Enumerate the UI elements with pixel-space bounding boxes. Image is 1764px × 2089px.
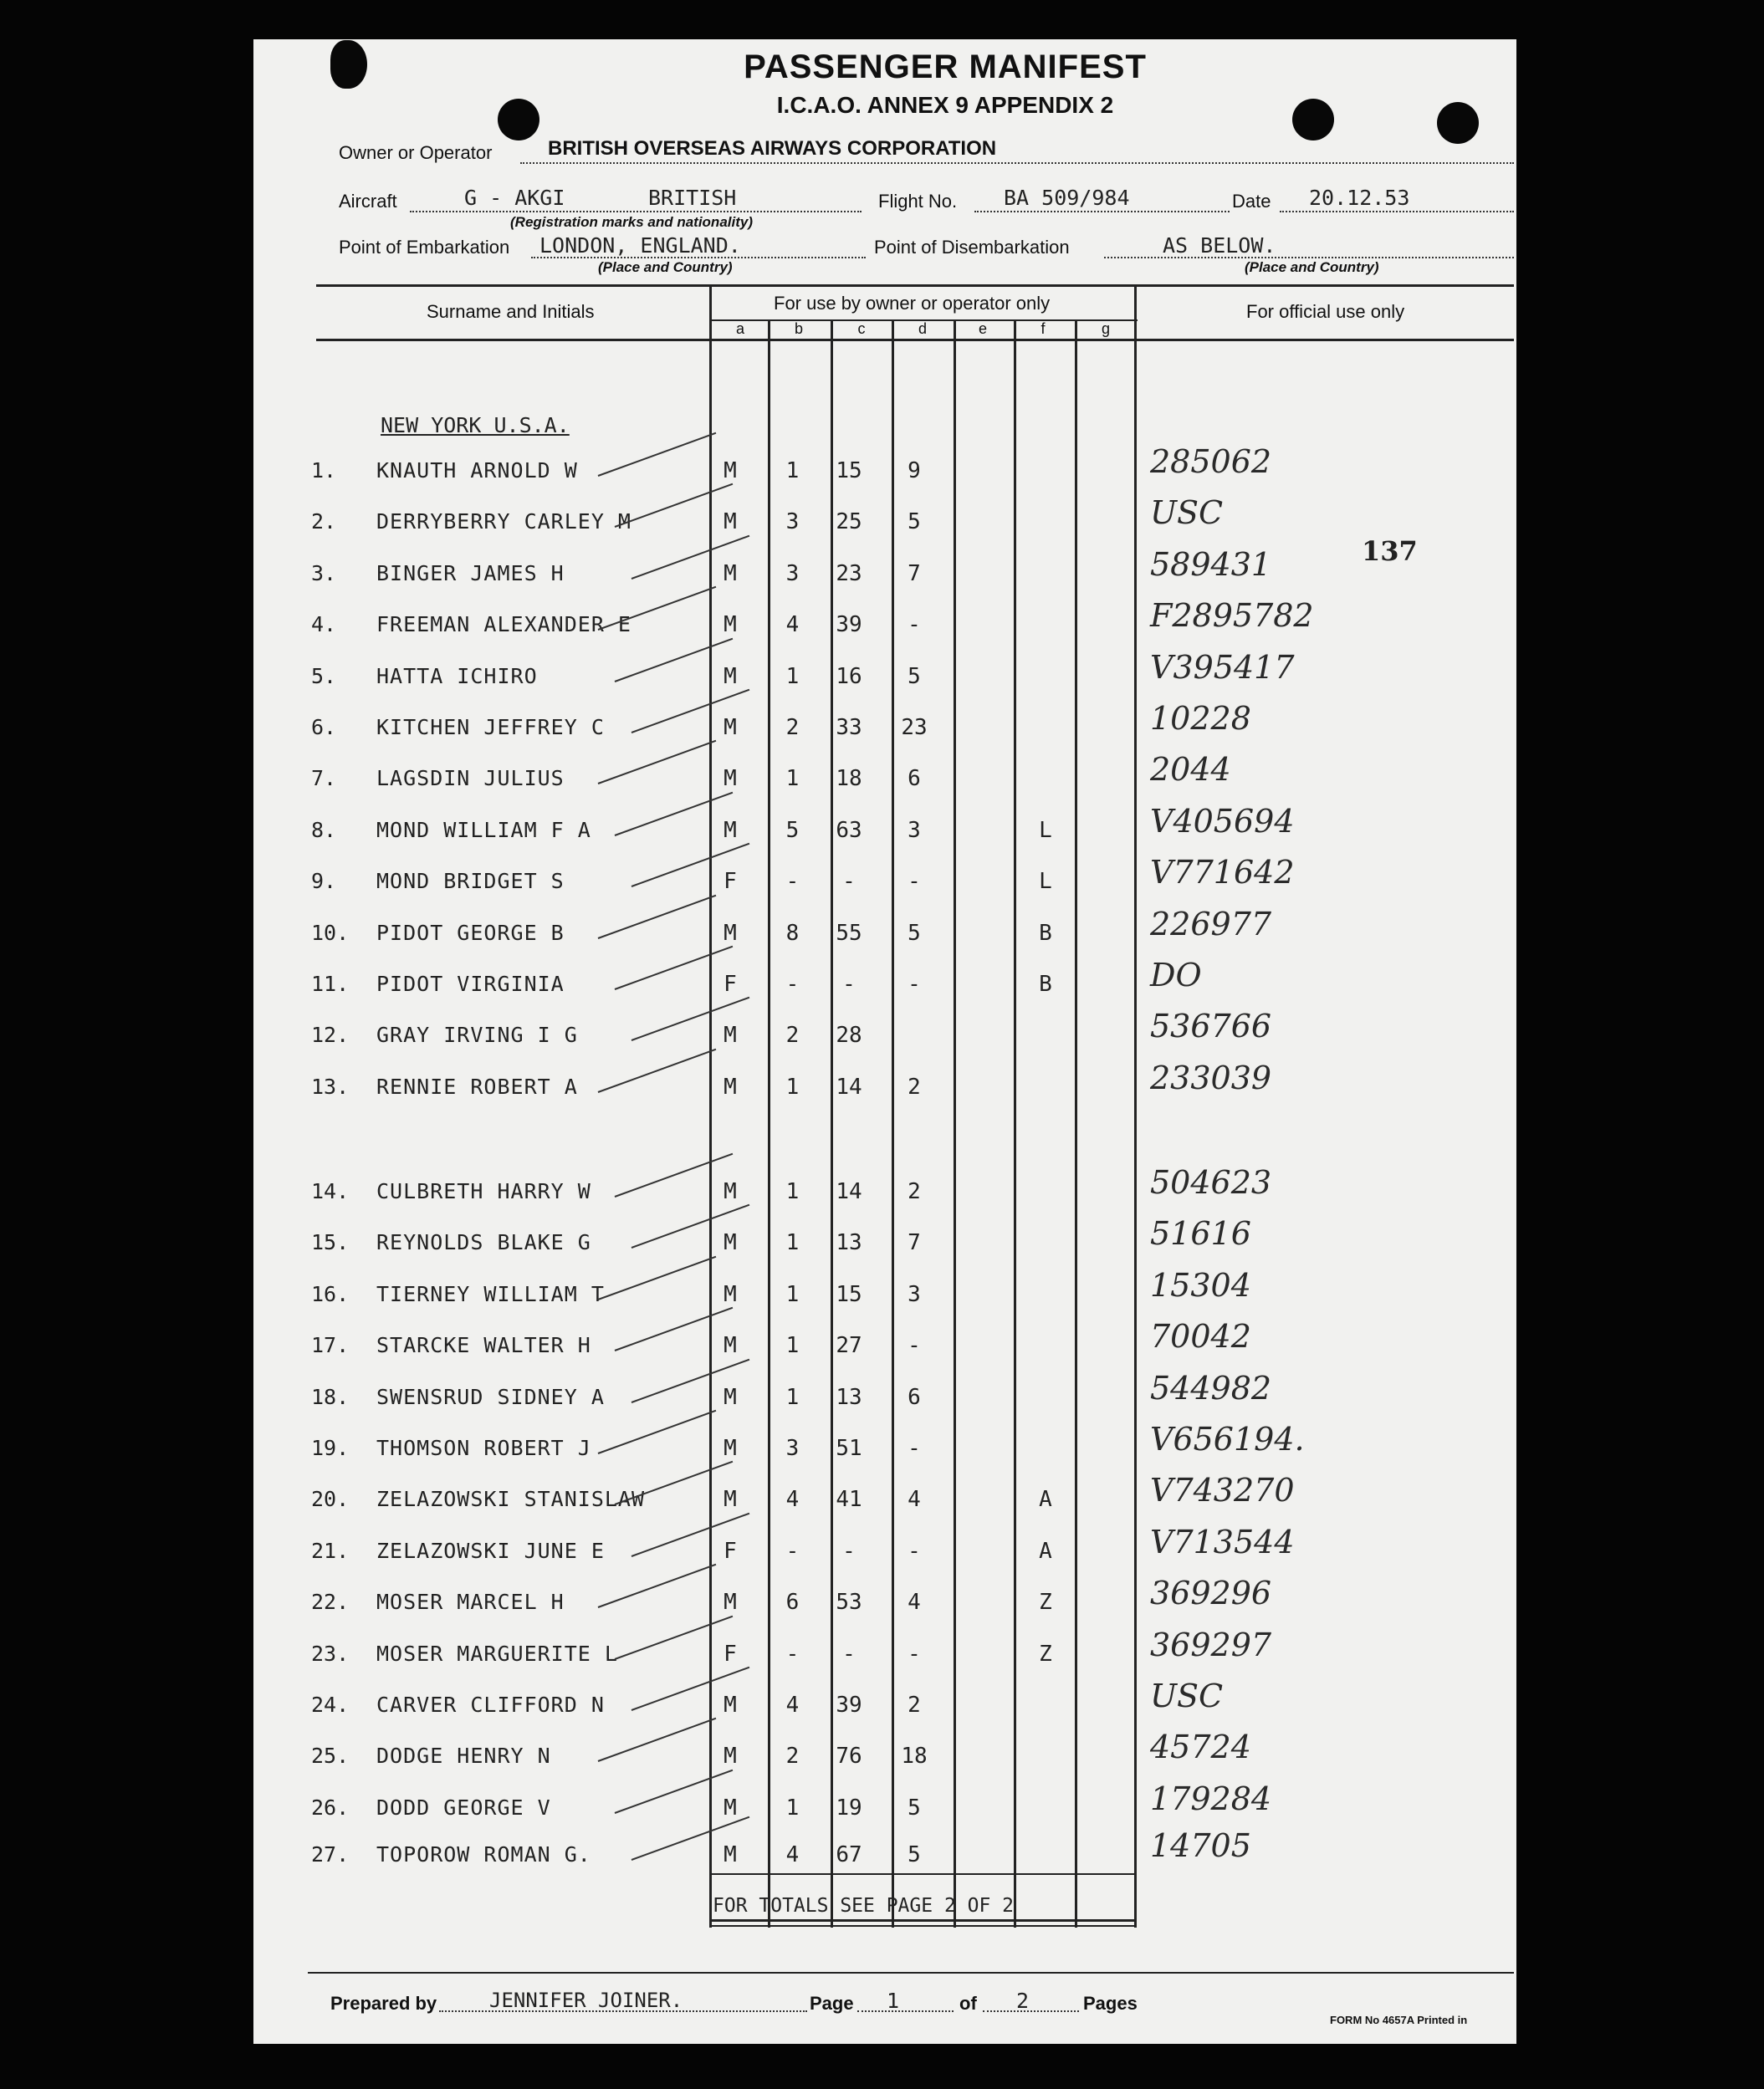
cell-sex: M — [723, 1179, 737, 1204]
aircraft-label: Aircraft — [339, 191, 397, 212]
passenger-name: KITCHEN JEFFREY C — [376, 715, 605, 739]
official-number: 2044 — [1150, 751, 1231, 789]
cell-d: 4 — [908, 1487, 921, 1513]
destination-heading: NEW YORK U.S.A. — [381, 413, 570, 437]
passenger-name: CULBRETH HARRY W — [376, 1179, 591, 1203]
flight-label: Flight No. — [878, 191, 958, 212]
col-rule — [1014, 320, 1016, 1928]
row-number: 1. — [311, 458, 337, 483]
form-note: FORM No 4657A Printed in — [1330, 2014, 1468, 2026]
passenger-name: KNAUTH ARNOLD W — [376, 458, 578, 483]
subcol-c: c — [857, 320, 866, 337]
cell-b: 2 — [785, 1023, 800, 1049]
passenger-name: THOMSON ROBERT J — [376, 1436, 591, 1460]
official-number: 179284 — [1150, 1780, 1272, 1817]
cell-sex: M — [723, 560, 737, 586]
official-number: 70042 — [1150, 1318, 1251, 1356]
of-dotted-line — [983, 2010, 1079, 2012]
cell-sex: M — [723, 715, 737, 740]
cell-d: 2 — [908, 1693, 921, 1718]
cell-d: - — [908, 612, 921, 638]
official-number: V656194. — [1150, 1421, 1305, 1458]
cell-b: 3 — [785, 509, 800, 535]
subcol-d: d — [918, 320, 927, 337]
cell-sex: M — [723, 509, 737, 535]
row-number: 8. — [311, 817, 337, 842]
cell-c: 19 — [836, 1795, 862, 1821]
flight-dotted-line — [974, 211, 1230, 212]
passenger-name: MOSER MARGUERITE L — [376, 1641, 618, 1666]
row-number: 3. — [311, 560, 337, 585]
row-number: 12. — [311, 1023, 350, 1048]
page-label: Page — [810, 1993, 854, 2014]
cell-c: 13 — [836, 1230, 862, 1256]
cell-sex: M — [723, 1487, 737, 1513]
official-number: 504623 — [1150, 1164, 1272, 1201]
table-bottom-rule — [308, 1972, 1514, 1974]
cell-sex: M — [723, 663, 737, 689]
row-number: 24. — [311, 1693, 350, 1717]
cell-f: B — [1039, 920, 1052, 946]
of-value: 2 — [1016, 1989, 1030, 2013]
cell-b: 1 — [785, 1384, 800, 1410]
row-number: 20. — [311, 1487, 350, 1512]
cell-c: 14 — [836, 1179, 862, 1204]
cell-c: 25 — [836, 509, 862, 535]
cell-sex: F — [723, 972, 737, 997]
page-subtitle: I.C.A.O. ANNEX 9 APPENDIX 2 — [776, 92, 1114, 118]
cell-d: 5 — [908, 1842, 921, 1867]
totals-top-rule — [709, 1873, 1136, 1875]
col-rule — [1134, 284, 1137, 1928]
cell-sex: M — [723, 1230, 737, 1256]
cell-c: 76 — [836, 1744, 862, 1770]
cell-sex: M — [723, 1023, 737, 1049]
passenger-name: PIDOT GEORGE B — [376, 920, 565, 945]
owner-value: BRITISH OVERSEAS AIRWAYS CORPORATION — [548, 137, 997, 160]
cell-sex: M — [723, 817, 737, 843]
passenger-name: ZELAZOWSKI STANISLAW — [376, 1487, 646, 1512]
cell-c: 55 — [836, 920, 862, 946]
row-number: 7. — [311, 766, 337, 791]
cell-sex: F — [723, 1538, 737, 1564]
official-number: DO — [1150, 957, 1202, 993]
cell-d: 7 — [908, 560, 921, 586]
official-number: 285062 — [1150, 443, 1272, 480]
passenger-name: MOSER MARCEL H — [376, 1590, 565, 1615]
row-number: 26. — [311, 1795, 350, 1820]
cell-d: 18 — [901, 1744, 928, 1770]
official-number: USC — [1150, 494, 1224, 532]
row-number: 11. — [311, 972, 350, 996]
cell-f: Z — [1039, 1590, 1052, 1616]
cell-sex: M — [723, 1693, 737, 1718]
official-number: 10228 — [1150, 700, 1251, 737]
cell-c: 39 — [836, 612, 862, 638]
passenger-name: PIDOT VIRGINIA — [376, 972, 565, 996]
passenger-name: TIERNEY WILLIAM T — [376, 1281, 605, 1306]
page-dotted-line — [857, 2010, 954, 2012]
row-number: 25. — [311, 1744, 350, 1769]
cell-c: 39 — [836, 1693, 862, 1718]
col-header-official: For official use only — [1246, 301, 1405, 322]
cell-f: A — [1039, 1538, 1052, 1564]
disembarkation-dotted-line — [1104, 257, 1514, 258]
cell-c: 53 — [836, 1590, 862, 1616]
passenger-name: MOND WILLIAM F A — [376, 817, 591, 842]
cell-d: 2 — [908, 1179, 921, 1204]
cell-f: L — [1039, 869, 1052, 895]
punch-hole — [1437, 102, 1479, 144]
header-bottom-rule — [316, 339, 1514, 341]
cell-sex: M — [723, 1074, 737, 1100]
passenger-name: LAGSDIN JULIUS — [376, 766, 565, 791]
official-number: F2895782 — [1150, 597, 1314, 635]
subcol-f: f — [1041, 320, 1046, 337]
cell-c: 41 — [836, 1487, 862, 1513]
passenger-name: BINGER JAMES H — [376, 560, 565, 585]
cell-b: 1 — [785, 663, 800, 689]
punch-hole — [1292, 99, 1334, 140]
cell-d: 23 — [901, 715, 928, 740]
official-number: V713544 — [1150, 1523, 1295, 1560]
official-number: 233039 — [1150, 1059, 1272, 1096]
col-rule — [954, 320, 956, 1928]
cell-b: 1 — [785, 1074, 800, 1100]
official-number: 14705 — [1150, 1827, 1251, 1864]
cell-b: 4 — [785, 1842, 800, 1867]
cell-sex: M — [723, 458, 737, 483]
cell-b: 8 — [785, 920, 800, 946]
row-number: 2. — [311, 509, 337, 534]
cell-c: 27 — [836, 1333, 862, 1359]
aircraft-dotted-line — [410, 211, 862, 212]
cell-sex: M — [723, 1842, 737, 1867]
cell-b: 1 — [785, 1795, 800, 1821]
cell-d: 5 — [908, 663, 921, 689]
cell-c: 67 — [836, 1842, 862, 1867]
row-number: 14. — [311, 1179, 350, 1203]
cell-sex: M — [723, 1384, 737, 1410]
cell-b: 6 — [785, 1590, 800, 1616]
flight-value: BA 509/984 — [1004, 186, 1130, 210]
cell-f: B — [1039, 972, 1052, 997]
cell-c: - — [842, 1641, 856, 1667]
passenger-name: HATTA ICHIRO — [376, 663, 538, 688]
totals-note: FOR TOTALS SEE PAGE 2 OF 2 — [713, 1895, 1015, 1917]
table-top-rule — [316, 284, 1514, 287]
prepared-by-value: JENNIFER JOINER. — [489, 1989, 683, 2012]
passenger-name: REYNOLDS BLAKE G — [376, 1230, 591, 1255]
of-label: of — [959, 1993, 977, 2014]
cell-b: 2 — [785, 1744, 800, 1770]
cell-d: - — [908, 972, 921, 997]
prepared-dotted-line — [439, 2010, 807, 2012]
cell-b: 4 — [785, 1693, 800, 1718]
page-value: 1 — [887, 1989, 900, 2013]
cell-c: 18 — [836, 766, 862, 792]
nationality-value: BRITISH — [648, 186, 737, 210]
cell-d: - — [908, 1538, 921, 1564]
embarkation-value: LONDON, ENGLAND. — [539, 233, 741, 258]
cell-sex: M — [723, 1744, 737, 1770]
date-value: 20.12.53 — [1309, 186, 1410, 210]
cell-c: 28 — [836, 1023, 862, 1049]
cell-b: 1 — [785, 458, 800, 483]
embarkation-label: Point of Embarkation — [339, 237, 510, 258]
cell-d: - — [908, 869, 921, 895]
row-number: 21. — [311, 1538, 350, 1563]
passenger-name: MOND BRIDGET S — [376, 869, 565, 894]
cell-d: 5 — [908, 920, 921, 946]
passenger-name: GRAY IRVING I G — [376, 1023, 578, 1048]
cell-c: 16 — [836, 663, 862, 689]
official-number: V405694 — [1150, 802, 1295, 840]
cell-sex: F — [723, 869, 737, 895]
cell-d: 3 — [908, 817, 921, 843]
registration-note: (Registration marks and nationality) — [510, 214, 753, 230]
cell-sex: M — [723, 612, 737, 638]
punch-hole — [498, 99, 539, 140]
stamp-number: 137 — [1362, 535, 1418, 567]
passenger-name: TOPOROW ROMAN G. — [376, 1842, 591, 1867]
cell-b: 3 — [785, 560, 800, 586]
cell-b: 1 — [785, 766, 800, 792]
passenger-name: SWENSRUD SIDNEY A — [376, 1384, 605, 1409]
official-number: V743270 — [1150, 1472, 1295, 1509]
cell-d: 2 — [908, 1074, 921, 1100]
cell-d: 5 — [908, 1795, 921, 1821]
row-number: 5. — [311, 663, 337, 688]
cell-c: 14 — [836, 1074, 862, 1100]
cell-d: - — [908, 1333, 921, 1359]
cell-d: - — [908, 1641, 921, 1667]
row-number: 13. — [311, 1074, 350, 1099]
cell-d: 3 — [908, 1281, 921, 1307]
cell-b: 3 — [785, 1436, 800, 1461]
cell-sex: M — [723, 920, 737, 946]
cell-f: A — [1039, 1487, 1052, 1513]
totals-bottom-rule-2 — [709, 1925, 1136, 1927]
cell-sex: M — [723, 1795, 737, 1821]
cell-b: 4 — [785, 1487, 800, 1513]
subcol-g: g — [1101, 320, 1110, 337]
cell-d: 6 — [908, 766, 921, 792]
cell-f: Z — [1039, 1641, 1052, 1667]
official-number: 369296 — [1150, 1575, 1272, 1612]
cell-d: 6 — [908, 1384, 921, 1410]
cell-b: 1 — [785, 1281, 800, 1307]
cell-b: 1 — [785, 1333, 800, 1359]
date-dotted-line — [1280, 211, 1514, 212]
row-number: 19. — [311, 1436, 350, 1460]
cell-c: - — [842, 869, 856, 895]
row-number: 22. — [311, 1590, 350, 1615]
disembarkation-note: (Place and Country) — [1245, 259, 1379, 275]
cell-c: 23 — [836, 560, 862, 586]
cell-c: - — [842, 1538, 856, 1564]
pages-label: Pages — [1083, 1993, 1138, 2014]
cell-d: 7 — [908, 1230, 921, 1256]
cell-b: 2 — [785, 715, 800, 740]
cell-sex: M — [723, 1281, 737, 1307]
cell-c: 15 — [836, 458, 862, 483]
row-number: 10. — [311, 920, 350, 945]
cell-b: 1 — [785, 1179, 800, 1204]
official-number: 369297 — [1150, 1626, 1272, 1663]
page-title: PASSENGER MANIFEST — [744, 49, 1147, 85]
cell-sex: M — [723, 1590, 737, 1616]
owner-label: Owner or Operator — [339, 142, 493, 163]
row-number: 17. — [311, 1333, 350, 1358]
official-number: 15304 — [1150, 1266, 1251, 1304]
col-rule — [1075, 320, 1077, 1928]
official-number: 45724 — [1150, 1729, 1251, 1766]
passenger-name: FREEMAN ALEXANDER E — [376, 612, 631, 637]
passenger-name: ZELAZOWSKI JUNE E — [376, 1538, 605, 1563]
cell-b: - — [785, 869, 800, 895]
official-number: 51616 — [1150, 1215, 1251, 1253]
passenger-name: DERRYBERRY CARLEY M — [376, 509, 631, 534]
prepared-by-label: Prepared by — [330, 1993, 437, 2014]
passenger-name: DODGE HENRY N — [376, 1744, 551, 1769]
official-number: 536766 — [1150, 1008, 1272, 1045]
col-header-operator: For use by owner or operator only — [774, 293, 1051, 314]
totals-bottom-rule — [709, 1919, 1136, 1922]
official-number: 226977 — [1150, 905, 1272, 942]
embarkation-dotted-line — [531, 257, 866, 258]
cell-c: 33 — [836, 715, 862, 740]
subcol-b: b — [794, 320, 803, 337]
subcol-a: a — [735, 320, 744, 337]
cell-c: 63 — [836, 817, 862, 843]
cell-b: 4 — [785, 612, 800, 638]
punch-hole — [330, 40, 367, 89]
row-number: 4. — [311, 612, 337, 637]
passenger-name: DODD GEORGE V — [376, 1795, 551, 1820]
official-number: V771642 — [1150, 854, 1295, 891]
official-number: V395417 — [1150, 648, 1295, 686]
cell-b: 5 — [785, 817, 800, 843]
official-number: USC — [1150, 1678, 1224, 1714]
owner-dotted-line — [520, 162, 1514, 164]
official-number: 544982 — [1150, 1369, 1272, 1407]
row-number: 16. — [311, 1281, 350, 1306]
cell-sex: M — [723, 766, 737, 792]
embarkation-note: (Place and Country) — [598, 259, 733, 275]
row-number: 23. — [311, 1641, 350, 1666]
aircraft-value: G - AKGI — [464, 186, 565, 210]
cell-b: - — [785, 972, 800, 997]
row-number: 27. — [311, 1842, 350, 1867]
passenger-name: CARVER CLIFFORD N — [376, 1693, 605, 1717]
cell-c: 15 — [836, 1281, 862, 1307]
disembarkation-label: Point of Disembarkation — [874, 237, 1070, 258]
cell-d: 5 — [908, 509, 921, 535]
row-number: 9. — [311, 869, 337, 894]
passenger-name: STARCKE WALTER H — [376, 1333, 591, 1358]
cell-b: 1 — [785, 1230, 800, 1256]
cell-sex: M — [723, 1436, 737, 1461]
cell-c: 13 — [836, 1384, 862, 1410]
cell-d: 9 — [908, 458, 921, 483]
passenger-name: RENNIE ROBERT A — [376, 1074, 578, 1099]
row-number: 15. — [311, 1230, 350, 1255]
cell-b: - — [785, 1641, 800, 1667]
row-number: 6. — [311, 715, 337, 739]
cell-d: 4 — [908, 1590, 921, 1616]
cell-c: - — [842, 972, 856, 997]
cell-sex: M — [723, 1333, 737, 1359]
cell-d: - — [908, 1436, 921, 1461]
col-header-name: Surname and Initials — [427, 301, 595, 322]
disembarkation-value: AS BELOW. — [1163, 233, 1276, 258]
official-number: 589431 — [1150, 545, 1272, 583]
cell-b: - — [785, 1538, 800, 1564]
date-label: Date — [1232, 191, 1271, 212]
subcol-e: e — [978, 320, 987, 337]
row-number: 18. — [311, 1384, 350, 1409]
cell-sex: F — [723, 1641, 737, 1667]
cell-c: 51 — [836, 1436, 862, 1461]
cell-f: L — [1039, 817, 1052, 843]
